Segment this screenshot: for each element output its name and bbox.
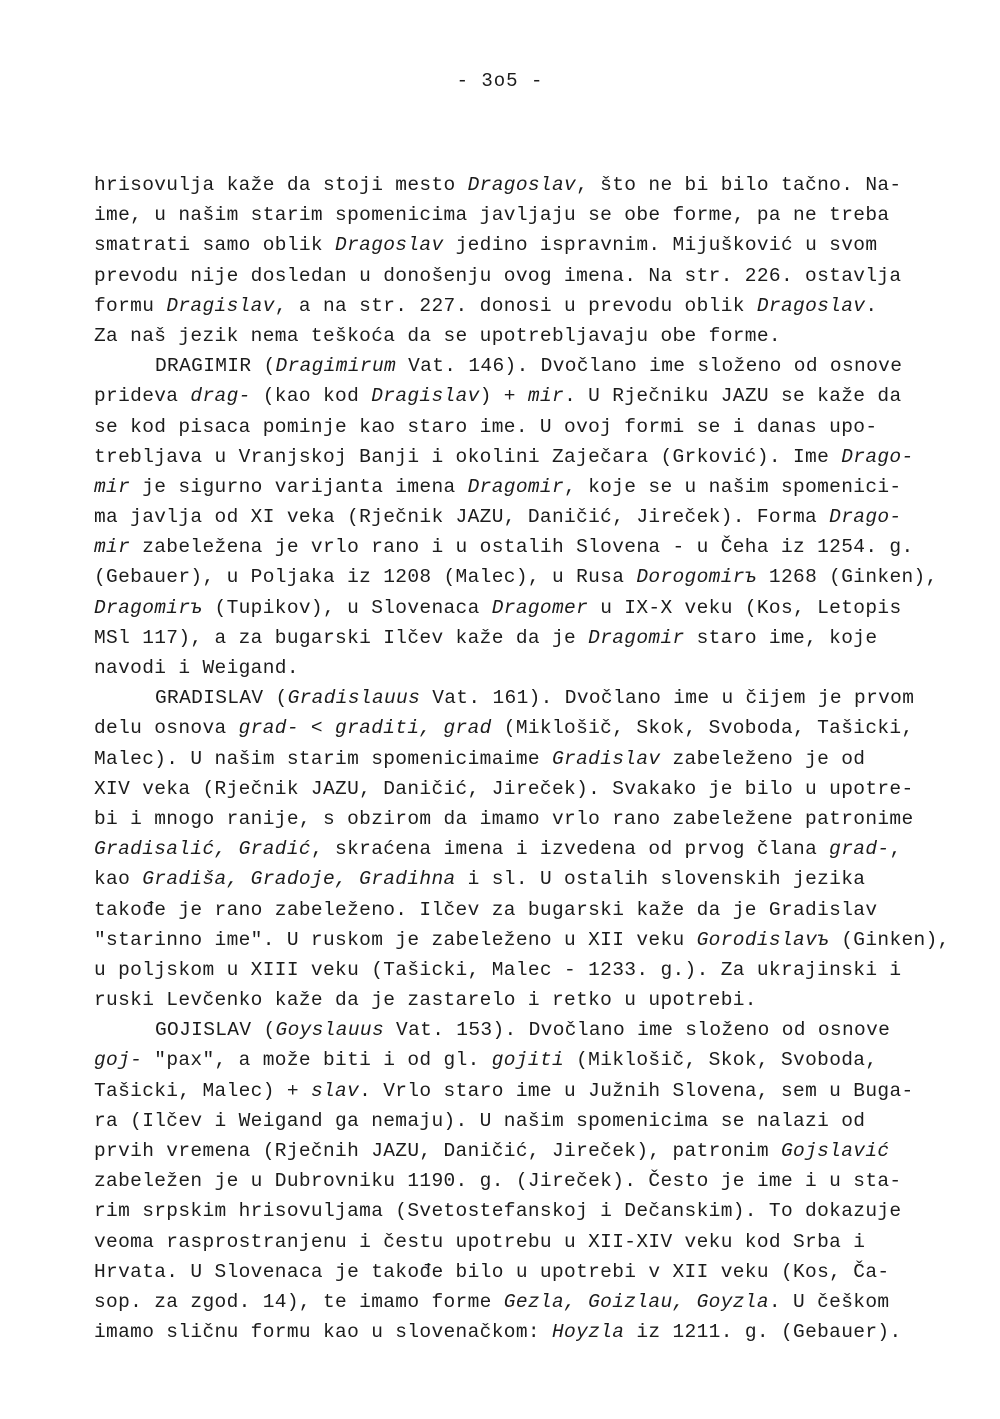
text-segment: Vat. 161). Dvočlano ime u čijem je prvom	[420, 687, 915, 710]
text-line	[94, 1227, 954, 1257]
italic-term: Dragislav	[371, 385, 480, 408]
text-segment: veoma rasprostranjenu i čestu upotrebu u XII-XIV veku kod Srba i	[94, 1230, 866, 1253]
italic-term: grad-	[829, 838, 890, 861]
italic-term: grad- < graditi, grad	[238, 717, 492, 740]
text-segment: hrisovulja kaže da stoji mesto	[94, 174, 468, 196]
text-segment: (Ginken),	[829, 928, 950, 951]
text-segment: , skraćena imena i izvedena od prvog člana	[310, 838, 830, 861]
italic-term: Dragimirum	[275, 355, 397, 378]
text-segment: u poljskom u XIII veku (Tašicki, Malec - 1233. g.). Za ukrajinski i	[94, 958, 902, 981]
paragraph-first-line	[94, 1015, 954, 1045]
text-line	[94, 381, 954, 411]
text-segment: formu	[94, 294, 167, 317]
text-line	[94, 442, 954, 472]
italic-term: Drago-	[829, 506, 902, 529]
text-segment: Za naš jezik nema teškoća da se upotrebljavaju obe forme.	[94, 324, 781, 347]
text-segment: takođe je rano zabeleženo. Ilčev za bugarski kaže da je Gradislav	[94, 898, 878, 921]
italic-term: Gezla, Goizlau, Goyzla	[503, 1290, 769, 1313]
text-line	[94, 502, 954, 532]
text-line	[94, 291, 954, 321]
text-segment: zabeležen je u Dubrovniku 1190. g. (Jireček). Često je ime i u sta-	[94, 1170, 902, 1193]
text-segment: Malec). U našim starim spomenicimaime	[94, 747, 552, 770]
body-text	[94, 170, 954, 1347]
italic-term: mir	[94, 536, 131, 559]
text-segment: zabeležena je vrlo rano i u ostalih Slovena - u Čeha iz 1254. g.	[130, 536, 914, 559]
text-line	[94, 1076, 954, 1106]
text-segment: DRAGIMIR (	[155, 355, 276, 378]
text-segment: ,	[889, 838, 902, 861]
text-segment: prideva	[94, 385, 191, 408]
italic-term: Hoyzla	[551, 1321, 625, 1344]
italic-term: Dragislav	[166, 294, 275, 317]
text-segment: . Vrlo staro ime u Južnih Slovena, sem u Buga-	[359, 1079, 914, 1102]
text-segment: (Miklošič, Skok, Svoboda,	[564, 1049, 878, 1072]
italic-term: Gradislav	[551, 747, 661, 770]
text-segment: kao	[94, 868, 143, 891]
text-segment: jedino ispravnim. Mijušković u svom	[443, 234, 878, 257]
text-segment: (kao kod	[250, 385, 372, 408]
italic-term: goj-	[94, 1049, 143, 1072]
text-segment: navodi i Weigand.	[94, 657, 299, 679]
italic-term: mir	[94, 475, 131, 498]
text-segment: zabeleženo je od	[660, 747, 866, 770]
text-line	[94, 1196, 954, 1226]
text-segment: imamo sličnu formu kao u slovenačkom:	[94, 1321, 552, 1344]
text-segment: prvih vremena (Rječnih JAZU, Daničić, Jireček), patronim	[94, 1140, 781, 1162]
text-line	[94, 955, 954, 985]
text-line	[94, 1045, 954, 1075]
text-segment: "starinno ime". U ruskom je zabeleženo u XII veku	[94, 928, 697, 951]
text-line	[94, 321, 954, 351]
text-line	[94, 261, 954, 291]
text-segment: (Miklošič, Skok, Svoboda, Tašicki,	[491, 717, 914, 740]
text-line	[94, 925, 954, 955]
text-line	[94, 985, 954, 1015]
text-line	[94, 532, 954, 562]
italic-term: slav	[310, 1079, 360, 1102]
text-line	[94, 1257, 954, 1287]
text-line	[94, 1287, 954, 1317]
text-segment: 1268 (Ginken),	[756, 566, 938, 589]
text-segment: Tašicki, Malec) +	[94, 1079, 311, 1102]
italic-term: Gorodislavъ	[696, 928, 830, 951]
text-line	[94, 623, 954, 653]
text-line	[94, 170, 954, 200]
text-line	[94, 653, 954, 683]
italic-term: Dragoslav	[756, 294, 866, 317]
text-segment: sop. za zgod. 14), te imamo forme	[94, 1290, 504, 1313]
text-segment: staro ime, koje	[684, 626, 878, 649]
text-segment: (Gebauer), u Poljaka iz 1208 (Malec), u Rusa	[94, 566, 637, 589]
text-segment: .	[865, 294, 878, 317]
italic-term: Drago-	[841, 445, 914, 468]
text-segment: . U Rječniku JAZU se kaže da	[564, 385, 902, 408]
text-segment: ime, u našim starim spomenicima javljaju se obe forme, pa ne treba	[94, 204, 890, 227]
text-line	[94, 1317, 954, 1347]
text-segment: (Tupikov), u Slovenaca	[202, 596, 492, 619]
italic-term: Dragomir	[588, 626, 685, 649]
text-segment: ma javlja od XI veka (Rječnik JAZU, Daničić, Jireček). Forma	[94, 506, 830, 529]
italic-term: Gradisalić, Gradić	[94, 838, 311, 861]
text-segment: u IX-X veku (Kos, Letopis	[588, 596, 902, 619]
text-segment: ) +	[479, 385, 528, 408]
text-segment: smatrati samo oblik	[94, 234, 336, 257]
italic-term: drag-	[190, 385, 251, 408]
italic-term: Dorogomirъ	[636, 566, 757, 589]
text-segment: Hrvata. U Slovenaca je takođe bilo u upotrebi v XII veku (Kos, Ča-	[94, 1260, 890, 1283]
italic-term: gojiti	[491, 1049, 565, 1072]
text-segment: bi i mnogo ranije, s obzirom da imamo vrlo rano zabeležene patronime	[94, 807, 914, 830]
text-segment: GOJISLAV (	[155, 1019, 276, 1042]
text-line	[94, 593, 954, 623]
italic-term: Gradiša, Gradoje, Gradihna	[142, 868, 456, 891]
text-segment: MSl 117), a za bugarski Ilčev kaže da je	[94, 626, 589, 649]
text-line	[94, 864, 954, 894]
text-segment: prevodu nije dosledan u donošenju ovog imena. Na str. 226. ostavlja	[94, 264, 902, 287]
text-segment: , što ne bi bilo tačno. Na-	[576, 174, 902, 196]
text-segment: . U češkom	[768, 1290, 890, 1313]
italic-term: Dragomir	[467, 475, 565, 498]
text-line	[94, 834, 954, 864]
text-segment: se kod pisaca pominje kao staro ime. U ovoj formi se i danas upo-	[94, 415, 878, 438]
text-segment: trebljava u Vranjskoj Banji i okolini Zaječara (Grković). Ime	[94, 445, 842, 468]
text-segment: GRADISLAV (	[155, 687, 288, 710]
text-line	[94, 412, 954, 442]
text-line	[94, 562, 954, 592]
text-segment: rim srpskim hrisovuljama (Svetostefanskoj i Dečanskim). To dokazuje	[94, 1200, 902, 1223]
italic-term: Dragoslav	[467, 174, 577, 196]
page-number: - 3o5 -	[456, 70, 544, 92]
italic-term: Dragoslav	[335, 234, 444, 257]
text-segment: je sigurno varijanta imena	[130, 475, 468, 498]
text-segment: i sl. U ostalih slovenskih jezika	[455, 868, 866, 891]
italic-term: Gradislauus	[287, 687, 421, 710]
text-segment: ruski Levčenko kaže da je zastarelo i retko u upotrebi.	[94, 989, 757, 1012]
text-line	[94, 1136, 954, 1166]
text-line	[94, 744, 954, 774]
italic-term: Dragomirъ	[94, 596, 203, 619]
text-line	[94, 1106, 954, 1136]
text-line	[94, 472, 954, 502]
paragraph-first-line	[94, 351, 954, 381]
italic-term: Gojslavić	[780, 1140, 890, 1162]
text-line	[94, 895, 954, 925]
text-line	[94, 774, 954, 804]
text-line	[94, 230, 954, 260]
text-segment: XIV veka (Rječnik JAZU, Daničić, Jireček). Svakako je bilo u upotre-	[94, 777, 914, 800]
text-segment: Vat. 153). Dvočlano ime složeno od osnove	[384, 1019, 891, 1042]
text-line	[94, 200, 954, 230]
text-segment: Vat. 146). Dvočlano ime složeno od osnove	[396, 355, 903, 378]
text-segment: delu osnova	[94, 717, 239, 740]
italic-term: Goyslauus	[275, 1019, 384, 1042]
text-line	[94, 804, 954, 834]
text-segment: , koje se u našim spomenici-	[564, 475, 902, 498]
text-line	[94, 713, 954, 743]
text-segment: ra (Ilčev i Weigand ga nemaju). U našim spomenicima se nalazi od	[94, 1109, 866, 1132]
text-line	[94, 1166, 954, 1196]
italic-term: Dragomer	[491, 596, 589, 619]
text-segment: "pax", a može biti i od gl.	[142, 1049, 492, 1072]
paragraph-first-line	[94, 683, 954, 713]
text-segment: , a na str. 227. donosi u prevodu oblik	[274, 294, 757, 317]
italic-term: mir	[527, 385, 565, 408]
text-segment: iz 1211. g. (Gebauer).	[624, 1321, 902, 1344]
